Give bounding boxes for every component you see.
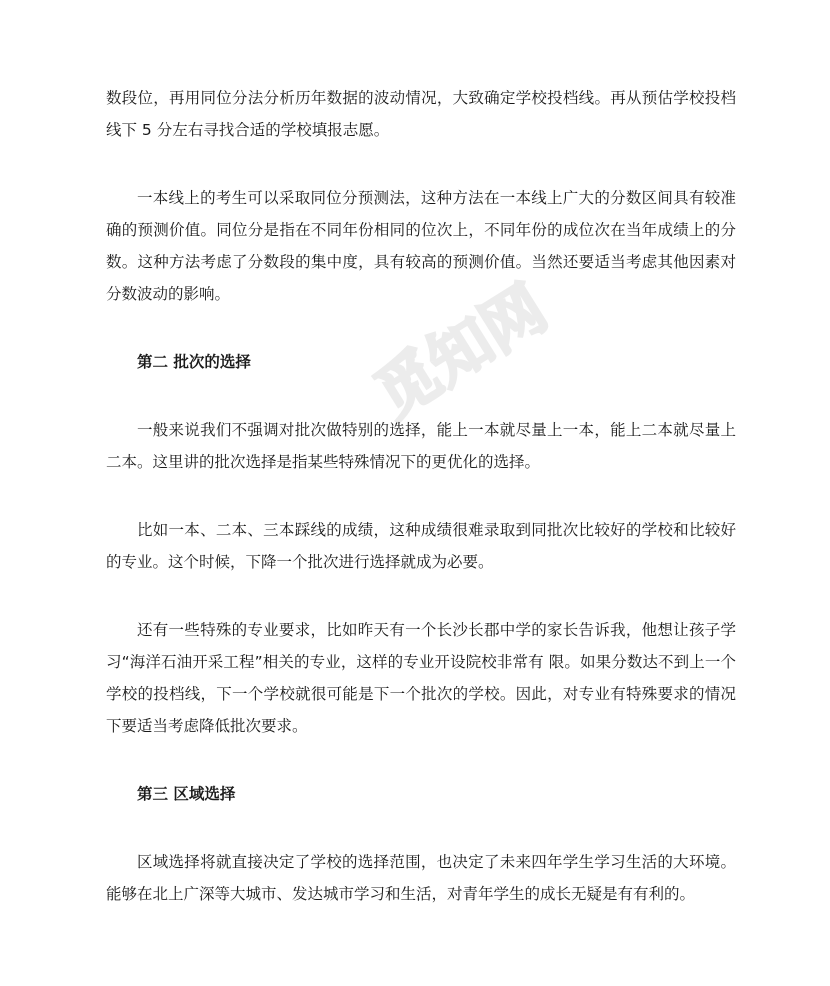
watermark-text: 觅知网: [362, 271, 560, 432]
section-heading-batch: 第二 批次的选择: [137, 353, 251, 371]
document-page: [106, 82, 736, 946]
paragraph-5: 还有一些特殊的专业要求，比如昨天有一个长沙长郡中学的家长告诉我，他想让孩子学习“海洋石油开采工程”相关的专业，这样的专业开设院校非常有 限。如果分数达不到上一个学校的投档线，下一个学校就很可能是下一个批次的学校。因此，对专业有特殊要求的情况下要适当考虑降低批次要求。: [106, 621, 736, 735]
paragraph-4: 比如一本、二本、三本踩线的成绩，这种成绩很难录取到同批次比较好的学校和比较好的专业。这个时候，下降一个批次进行选择就成为必要。: [106, 521, 736, 571]
section-heading-region: 第三 区域选择: [137, 785, 236, 803]
paragraph-2: 一本线上的考生可以采取同位分预测法，这种方法在一本线上广大的分数区间具有较准确的预测价值。同位分是指在不同年份相同的位次上，不同年份的成位次在当年成绩上的分数。这种方法考虑了分数段的集中度，具有较高的预测价值。当然还要适当考虑其他因素对分数波动的影响。: [106, 189, 736, 303]
paragraph-6: 区域选择将就直接决定了学校的选择范围，也决定了未来四年学生学习生活的大环境。能够在北上广深等大城市、发达城市学习和生活，对青年学生的成长无疑是有有利的。: [106, 853, 736, 903]
paragraph-1: 数段位，再用同位分法分析历年数据的波动情况，大致确定学校投档线。再从预估学校投档线下 5 分左右寻找合适的学校填报志愿。: [106, 89, 736, 139]
paragraph-3: 一般来说我们不强调对批次做特别的选择，能上一本就尽量上一本，能上二本就尽量上二本。这里讲的批次选择是指某些特殊情况下的更优化的选择。: [106, 421, 736, 471]
